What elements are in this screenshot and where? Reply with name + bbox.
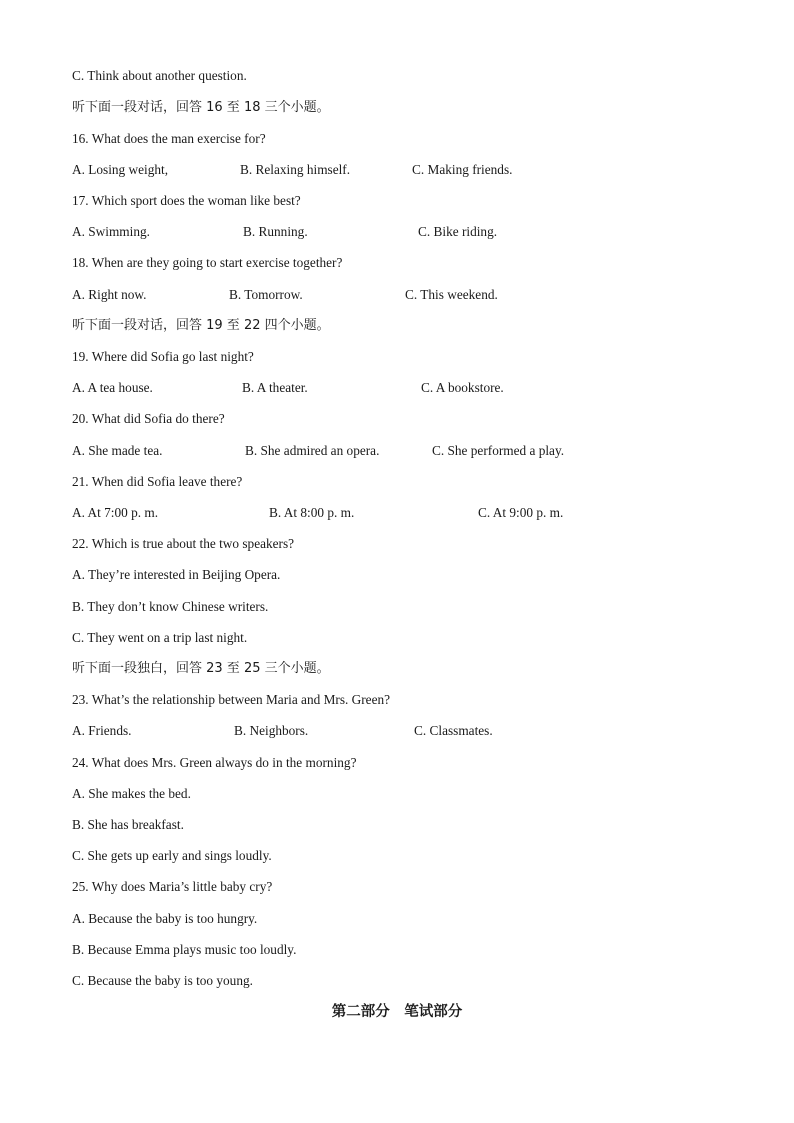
directions-19-22: 听下面一段对话，回答 19 至 22 四个小题。: [72, 318, 330, 333]
option-24a: A. She makes the bed.: [72, 786, 191, 801]
option-23a: A. Friends.: [72, 723, 132, 738]
option-19a: A. A tea house.: [72, 380, 153, 395]
option-16a: A. Losing weight,: [72, 162, 169, 177]
option-25c: C. Because the baby is too young.: [72, 973, 253, 988]
option-18b: B. Tomorrow.: [229, 287, 303, 302]
option-20a: A. She made tea.: [72, 443, 163, 458]
option-17b: B. Running.: [243, 224, 308, 239]
question-19: 19. Where did Sofia go last night?: [72, 349, 254, 364]
option-21b: B. At 8:00 p. m.: [269, 505, 355, 520]
options-18: [72, 285, 752, 305]
option-20b: B. She admired an opera.: [245, 443, 380, 458]
option-25a: A. Because the baby is too hungry.: [72, 911, 258, 926]
option-22a: A. They’re interested in Beijing Opera.: [72, 567, 281, 582]
option-19c: C. A bookstore.: [421, 380, 504, 395]
question-20: 20. What did Sofia do there?: [72, 411, 225, 426]
option-21c: C. At 9:00 p. m.: [478, 505, 564, 520]
question-23: 23. What’s the relationship between Maria and Mrs. Green?: [72, 692, 391, 707]
directions-23-25: 听下面一段独白，回答 23 至 25 三个小题。: [72, 661, 330, 676]
option-16c: C. Making friends.: [412, 162, 513, 177]
question-17: 17. Which sport does the woman like best?: [72, 193, 301, 208]
question-18: 18. When are they going to start exercise together?: [72, 255, 343, 270]
option-17a: A. Swimming.: [72, 224, 150, 239]
option-17c: C. Bike riding.: [418, 224, 498, 239]
option-21a: A. At 7:00 p. m.: [72, 505, 159, 520]
option-19b: B. A theater.: [242, 380, 308, 395]
option-22b: B. They don’t know Chinese writers.: [72, 599, 269, 614]
options-21: [72, 503, 752, 523]
options-23: [72, 721, 752, 741]
options-17: [72, 222, 752, 242]
options-16: [72, 160, 752, 180]
question-22: 22. Which is true about the two speakers?: [72, 536, 295, 551]
directions-16-18: 听下面一段对话，回答 16 至 18 三个小题。: [72, 100, 330, 115]
option-23c: C. Classmates.: [414, 723, 493, 738]
option-24b: B. She has breakfast.: [72, 817, 184, 832]
option-22c: C. They went on a trip last night.: [72, 630, 248, 645]
option-20c: C. She performed a play.: [432, 443, 565, 458]
question-24: 24. What does Mrs. Green always do in the morning?: [72, 755, 357, 770]
option-16b: B. Relaxing himself.: [240, 162, 351, 177]
section-title: 第二部分 笔试部分: [331, 1003, 463, 1020]
options-19: [72, 378, 752, 398]
question-21: 21. When did Sofia leave there?: [72, 474, 243, 489]
option-18c: C. This weekend.: [405, 287, 498, 302]
option-15c: C. Think about another question.: [72, 68, 247, 83]
option-18a: A. Right now.: [72, 287, 147, 302]
options-20: [72, 441, 752, 461]
option-23b: B. Neighbors.: [234, 723, 309, 738]
option-24c: C. She gets up early and sings loudly.: [72, 848, 272, 863]
question-25: 25. Why does Maria’s little baby cry?: [72, 879, 273, 894]
question-16: 16. What does the man exercise for?: [72, 131, 266, 146]
option-25b: B. Because Emma plays music too loudly.: [72, 942, 297, 957]
